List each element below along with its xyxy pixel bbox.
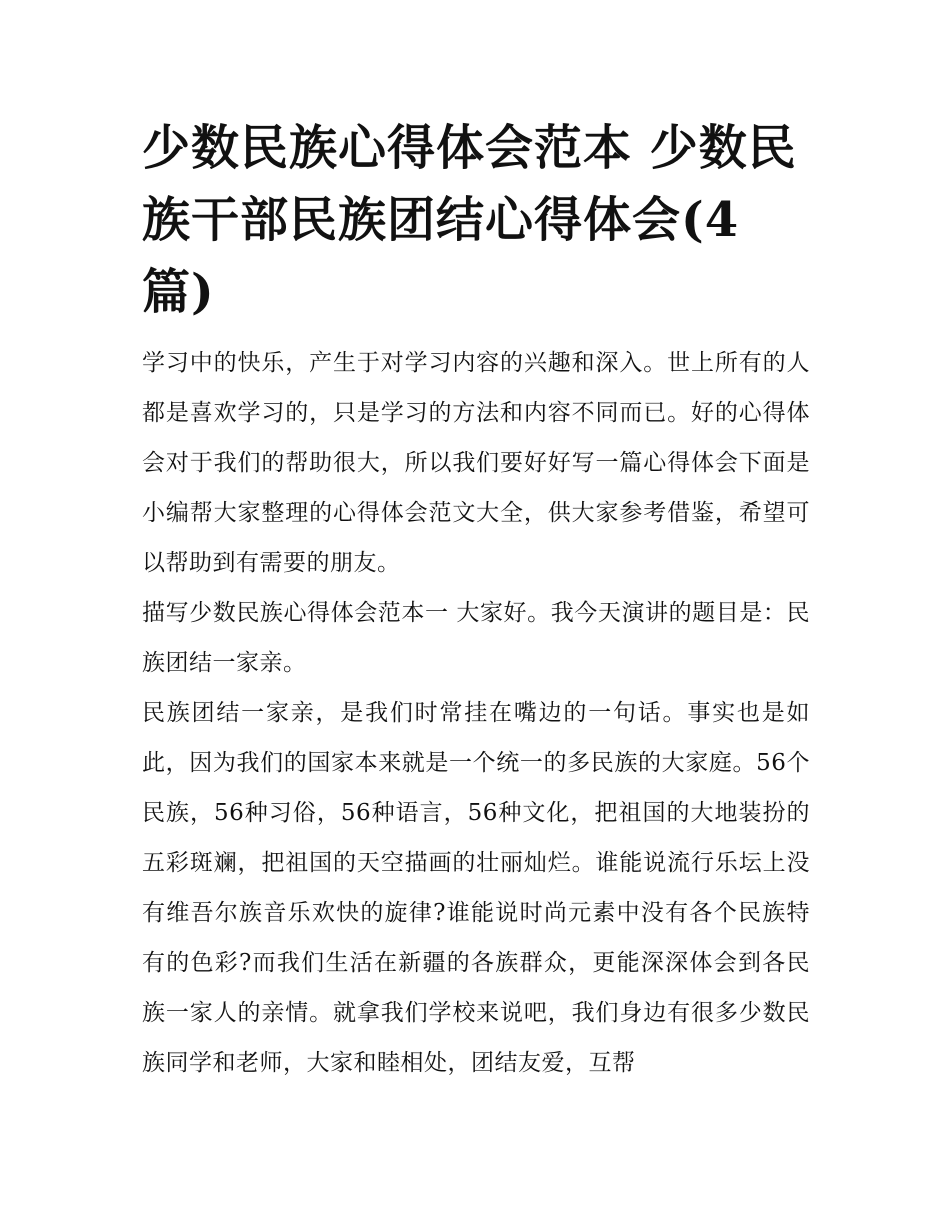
document-title: 少数民族心得体会范本 少数民族干部民族团结心得体会(4篇) — [142, 120, 797, 320]
paragraph-speech-opening: 描写少数民族心得体会范本一 大家好。我今天演讲的题目是：民族团结一家亲。 — [142, 600, 810, 676]
paragraph-intro: 学习中的快乐，产生于对学习内容的兴趣和深入。世上所有的人都是喜欢学习的，只是学习的方法和内容不同而已。好的心得体会对于我们的帮助很大，所以我们要好好写一篇心得体会下面是小编帮大家整理的心得体会范文大全，供大家参考借鉴，希望可以帮助到有需要的朋友。 — [142, 350, 810, 576]
document-page — [142, 112, 810, 1088]
paragraph-unity: 民族团结一家亲，是我们时常挂在嘴边的一句话。事实也是如此，因为我们的国家本来就是一个统一的多民族的大家庭。56个民族，56种习俗，56种语言，56种文化，把祖国的大地装扮的五彩斑斓，把祖国的天空描画的壮丽灿烂。谁能说流行乐坛上没有维吾尔族音乐欢快的旋律?谁能说时尚元素中没有各个民族特有的色彩?而我们生活在新疆的各族群众，更能深深体会到各民族一家人的亲情。就拿我们学校来说吧，我们身边有很多少数民族同学和老师，大家和睦相处，团结友爱，互帮 — [142, 700, 810, 1076]
